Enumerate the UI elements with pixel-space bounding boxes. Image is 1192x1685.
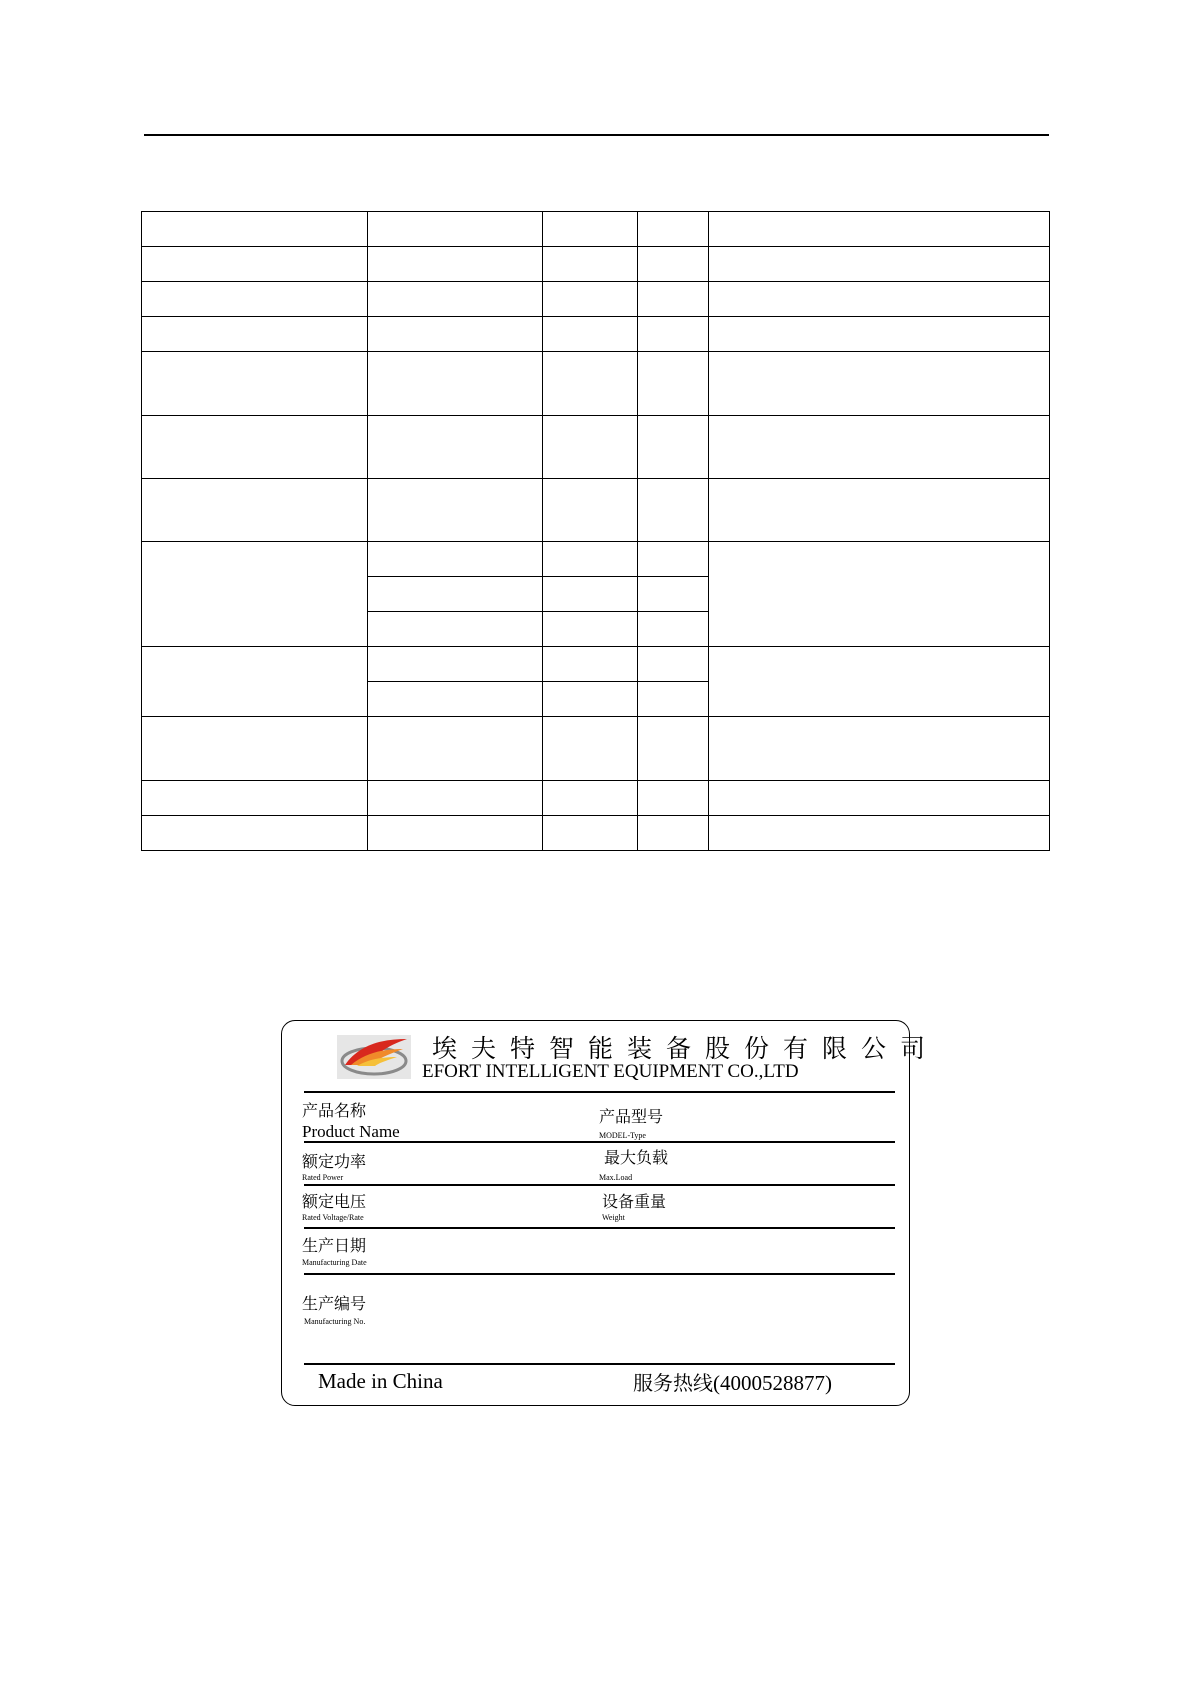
model-cn: 产品型号 — [599, 1107, 664, 1126]
label-divider — [304, 1141, 895, 1143]
table-row — [142, 647, 1050, 682]
table-row — [142, 479, 1050, 542]
weight-en: Weight — [602, 1213, 625, 1222]
mfg-date-en: Manufacturing Date — [302, 1258, 367, 1267]
weight-cn: 设备重量 — [602, 1192, 667, 1211]
product-name-cn: 产品名称 — [302, 1101, 367, 1120]
mfg-no-en: Manufacturing No. — [304, 1317, 366, 1326]
rated-voltage-cn: 额定电压 — [302, 1192, 367, 1211]
label-divider — [304, 1184, 895, 1186]
max-load-cn: 最大负载 — [604, 1148, 669, 1167]
label-divider — [304, 1227, 895, 1229]
hotline-number: (4000528877) — [713, 1371, 832, 1395]
header-rule — [144, 134, 1049, 136]
mfg-date-cn: 生产日期 — [302, 1236, 367, 1255]
made-in-text: Made in China — [318, 1369, 443, 1393]
nameplate-label — [281, 1020, 940, 1406]
product-name-en: Product Name — [302, 1122, 400, 1141]
max-load-en: Max.Load — [599, 1173, 633, 1182]
table-row — [142, 212, 1050, 247]
efort-logo-icon — [337, 1035, 411, 1079]
table-row — [142, 416, 1050, 479]
table-row — [142, 352, 1050, 416]
service-hotline — [633, 1367, 832, 1396]
company-name-cn: 埃夫特智能装备股份有限公司 — [432, 1034, 940, 1063]
label-divider — [304, 1273, 895, 1275]
label-divider — [304, 1363, 895, 1365]
rated-voltage-en: Rated Voltage/Rate — [302, 1213, 364, 1222]
label-divider — [304, 1091, 895, 1093]
table-row — [142, 816, 1050, 851]
company-name-en: EFORT INTELLIGENT EQUIPMENT CO.,LTD — [422, 1061, 799, 1082]
spec-table — [141, 211, 1050, 851]
mfg-no-cn: 生产编号 — [302, 1294, 367, 1313]
model-en: MODEL-Type — [599, 1131, 646, 1140]
table-row — [142, 781, 1050, 816]
hotline-label: 服务热线 — [633, 1371, 713, 1395]
table-row — [142, 317, 1050, 352]
table-row — [142, 247, 1050, 282]
rated-power-en: Rated Power — [302, 1173, 344, 1182]
rated-power-cn: 额定功率 — [302, 1152, 367, 1171]
table-row — [142, 282, 1050, 317]
table-row — [142, 717, 1050, 781]
table-row — [142, 542, 1050, 577]
